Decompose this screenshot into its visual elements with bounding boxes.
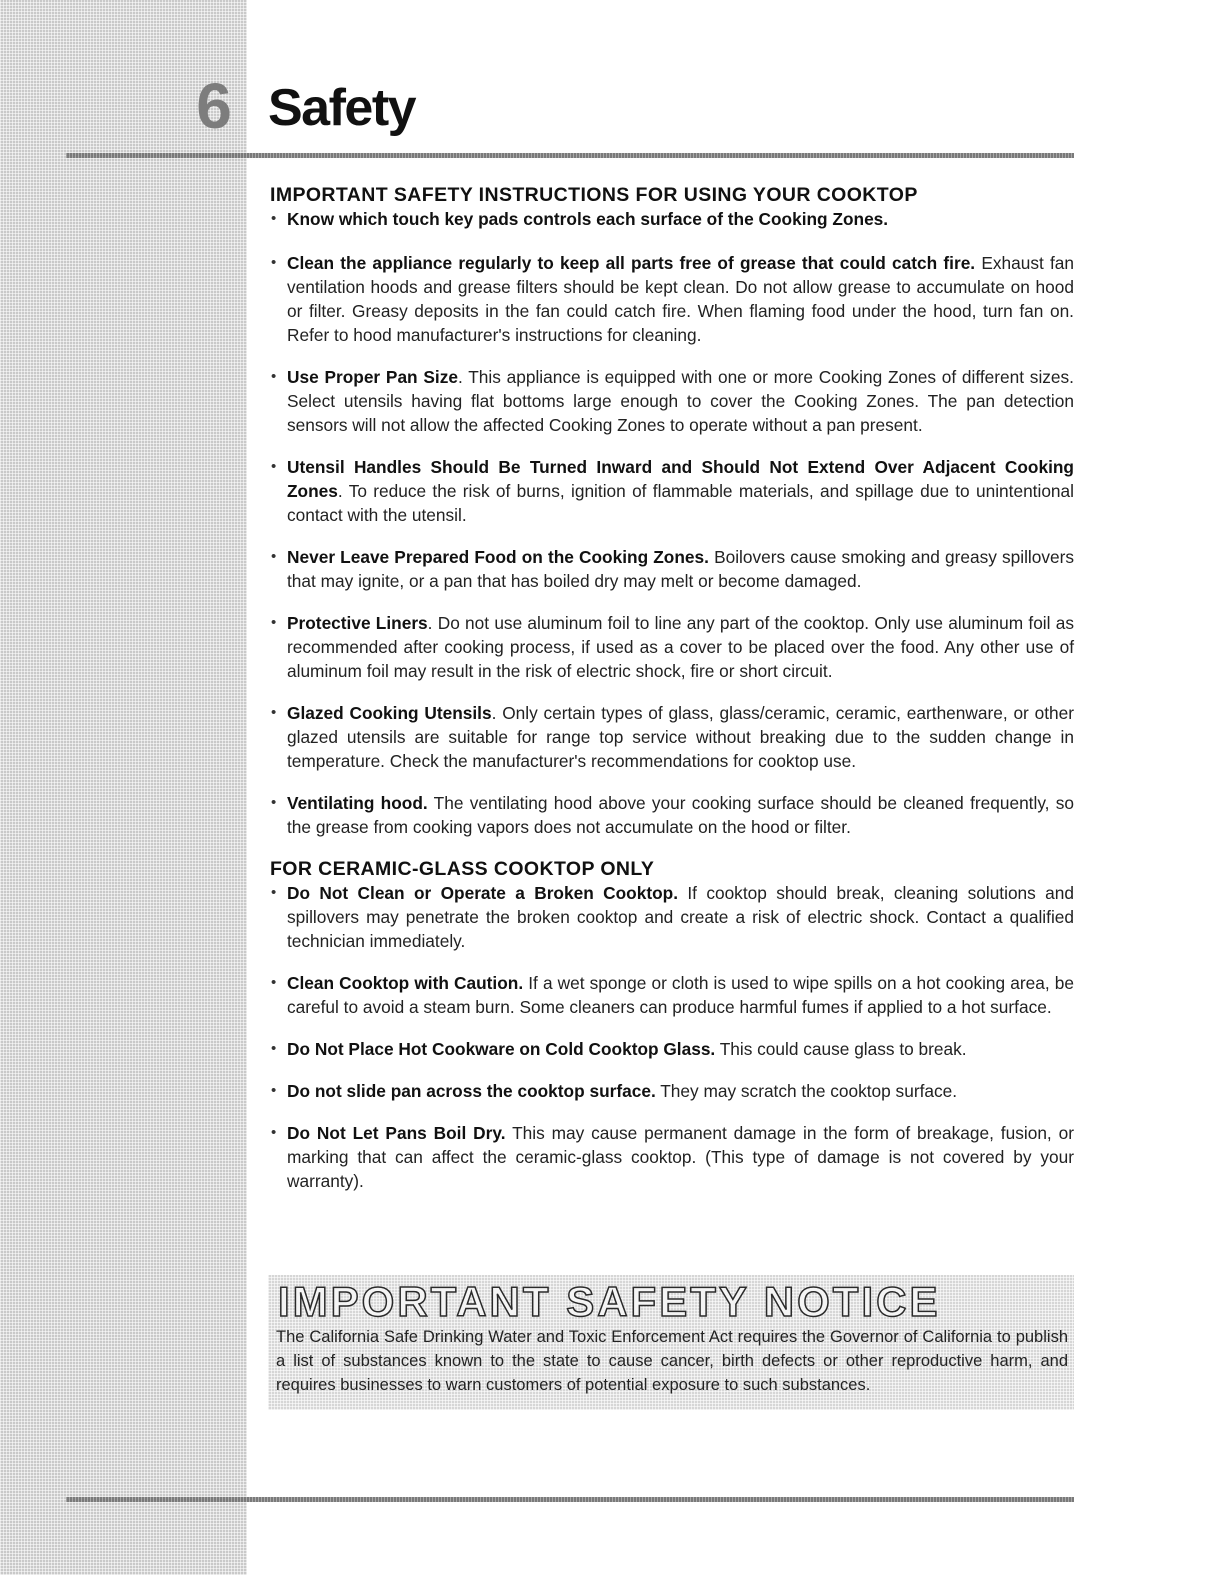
notice-text: The California Safe Drinking Water and Toxic Enforcement Act requires the Governor of California to publish a list of substances known to the state to cause cancer, birth defects or other reproductive harm, and requires businesses to warn customers of potential exposure to such substances.	[276, 1328, 1068, 1394]
item-lead: Clean Cooktop with Caution.	[287, 973, 524, 993]
page-number: 6	[196, 70, 232, 142]
bullet-icon: •	[271, 548, 277, 565]
item-text: . Do not use aluminum foil to line any part of the cooktop. Only use aluminum foil as recommended after cooking process, if used as a cover to be placed over the food. Any other use of aluminum foil may result in the risk of electric shock, fire or short circuit.	[287, 613, 1074, 681]
bullet-icon: •	[271, 254, 277, 271]
cooktop-safety-list	[270, 207, 1074, 839]
item-lead: Do Not Clean or Operate a Broken Cooktop.	[287, 883, 678, 903]
page-title: Safety	[268, 79, 416, 137]
bullet-icon: •	[271, 614, 277, 631]
list-item	[270, 611, 1074, 683]
list-item	[270, 365, 1074, 437]
list-item	[270, 251, 1074, 347]
item-lead: Know which touch key pads controls each surface of the Cooking Zones.	[287, 209, 889, 229]
item-text: This could cause glass to break.	[715, 1039, 967, 1059]
list-item	[270, 1121, 1074, 1193]
sidebar-stripe	[0, 0, 247, 1575]
bullet-icon: •	[271, 1124, 277, 1141]
main-content	[270, 183, 1074, 1211]
item-lead: Never Leave Prepared Food on the Cooking Zones.	[287, 547, 709, 567]
item-text: If cooktop should break, cleaning solutions and spillovers may penetrate the broken cooktop and create a risk of electric shock. Contact a qualified technician immediately.	[287, 883, 1074, 951]
section-heading-cooktop: IMPORTANT SAFETY INSTRUCTIONS FOR USING YOUR COOKTOP	[270, 184, 918, 206]
item-text: The ventilating hood above your cooking surface should be cleaned frequently, so the grease from cooking vapors does not accumulate on the hood or filter.	[287, 793, 1075, 837]
bullet-icon: •	[271, 1082, 277, 1099]
ceramic-glass-list	[270, 881, 1074, 1193]
item-text: . To reduce the risk of burns, ignition of flammable materials, and spillage due to unintentional contact with the utensil.	[287, 481, 1074, 525]
item-lead: Utensil Handles Should Be Turned Inward and Should Not Extend Over Adjacent Cooking Zones	[287, 457, 1074, 501]
bullet-icon: •	[271, 704, 277, 721]
item-lead: Glazed Cooking Utensils	[287, 703, 492, 723]
bullet-icon: •	[271, 884, 277, 901]
bullet-icon: •	[271, 210, 277, 227]
list-item	[270, 455, 1074, 527]
list-item	[270, 881, 1074, 953]
item-text: If a wet sponge or cloth is used to wipe spills on a hot cooking area, be careful to avoid a steam burn. Some cleaners can produce harmful fumes if applied to a hot surface.	[287, 973, 1074, 1017]
notice-title: IMPORTANT SAFETY NOTICE	[278, 1278, 941, 1325]
list-item	[270, 791, 1074, 839]
list-item	[270, 545, 1074, 593]
bullet-icon: •	[271, 794, 277, 811]
item-lead: Use Proper Pan Size	[287, 367, 458, 387]
bullet-icon: •	[271, 368, 277, 385]
item-lead: Clean the appliance regularly to keep all parts free of grease that could catch fire.	[287, 253, 976, 273]
item-text: Boilovers cause smoking and greasy spillovers that may ignite, or a pan that has boiled dry may melt or become damaged.	[287, 547, 1075, 591]
section-heading-ceramic-glass: FOR CERAMIC-GLASS COOKTOP ONLY	[270, 858, 655, 880]
bullet-icon: •	[271, 974, 277, 991]
item-text: . This appliance is equipped with one or more Cooking Zones of different sizes. Select utensils having flat bottoms large enough to cover the Cooking Zones. The pan detection sensors will not allow the affected Cooking Zones to operate without a pan present.	[287, 367, 1074, 435]
list-item	[270, 1037, 1074, 1061]
item-lead: Do Not Let Pans Boil Dry.	[287, 1123, 506, 1143]
item-lead: Ventilating hood.	[287, 793, 428, 813]
list-item	[270, 1079, 1074, 1103]
item-lead: Do not slide pan across the cooktop surface.	[287, 1081, 656, 1101]
list-item	[270, 701, 1074, 773]
item-text: Exhaust fan ventilation hoods and grease filters should be kept clean. Do not allow grease to accumulate on hood or filter. Greasy deposits in the fan could catch fire. When flaming food under the hood, turn fan on. Refer to hood manufacturer's instructions for cleaning.	[287, 253, 1074, 345]
bullet-icon: •	[271, 1040, 277, 1057]
safety-notice-box	[268, 1275, 1074, 1410]
item-lead: Do Not Place Hot Cookware on Cold Cooktop Glass.	[287, 1039, 716, 1059]
bullet-icon: •	[271, 458, 277, 475]
list-item	[270, 207, 1074, 231]
item-text: They may scratch the cooktop surface.	[655, 1081, 958, 1101]
list-item	[270, 971, 1074, 1019]
header-rule	[66, 153, 1074, 158]
item-text: . Only certain types of glass, glass/ceramic, ceramic, earthenware, or other glazed utensils are suitable for range top service without breaking due to the sudden change in temperature. Check the manufacturer's recommendations for cooktop use.	[287, 703, 1075, 771]
item-lead: Protective Liners	[287, 613, 428, 633]
footer-rule	[66, 1497, 1074, 1502]
item-text: This may cause permanent damage in the form of breakage, fusion, or marking that can affect the ceramic-glass cooktop. (This type of damage is not covered by your warranty).	[287, 1123, 1074, 1191]
